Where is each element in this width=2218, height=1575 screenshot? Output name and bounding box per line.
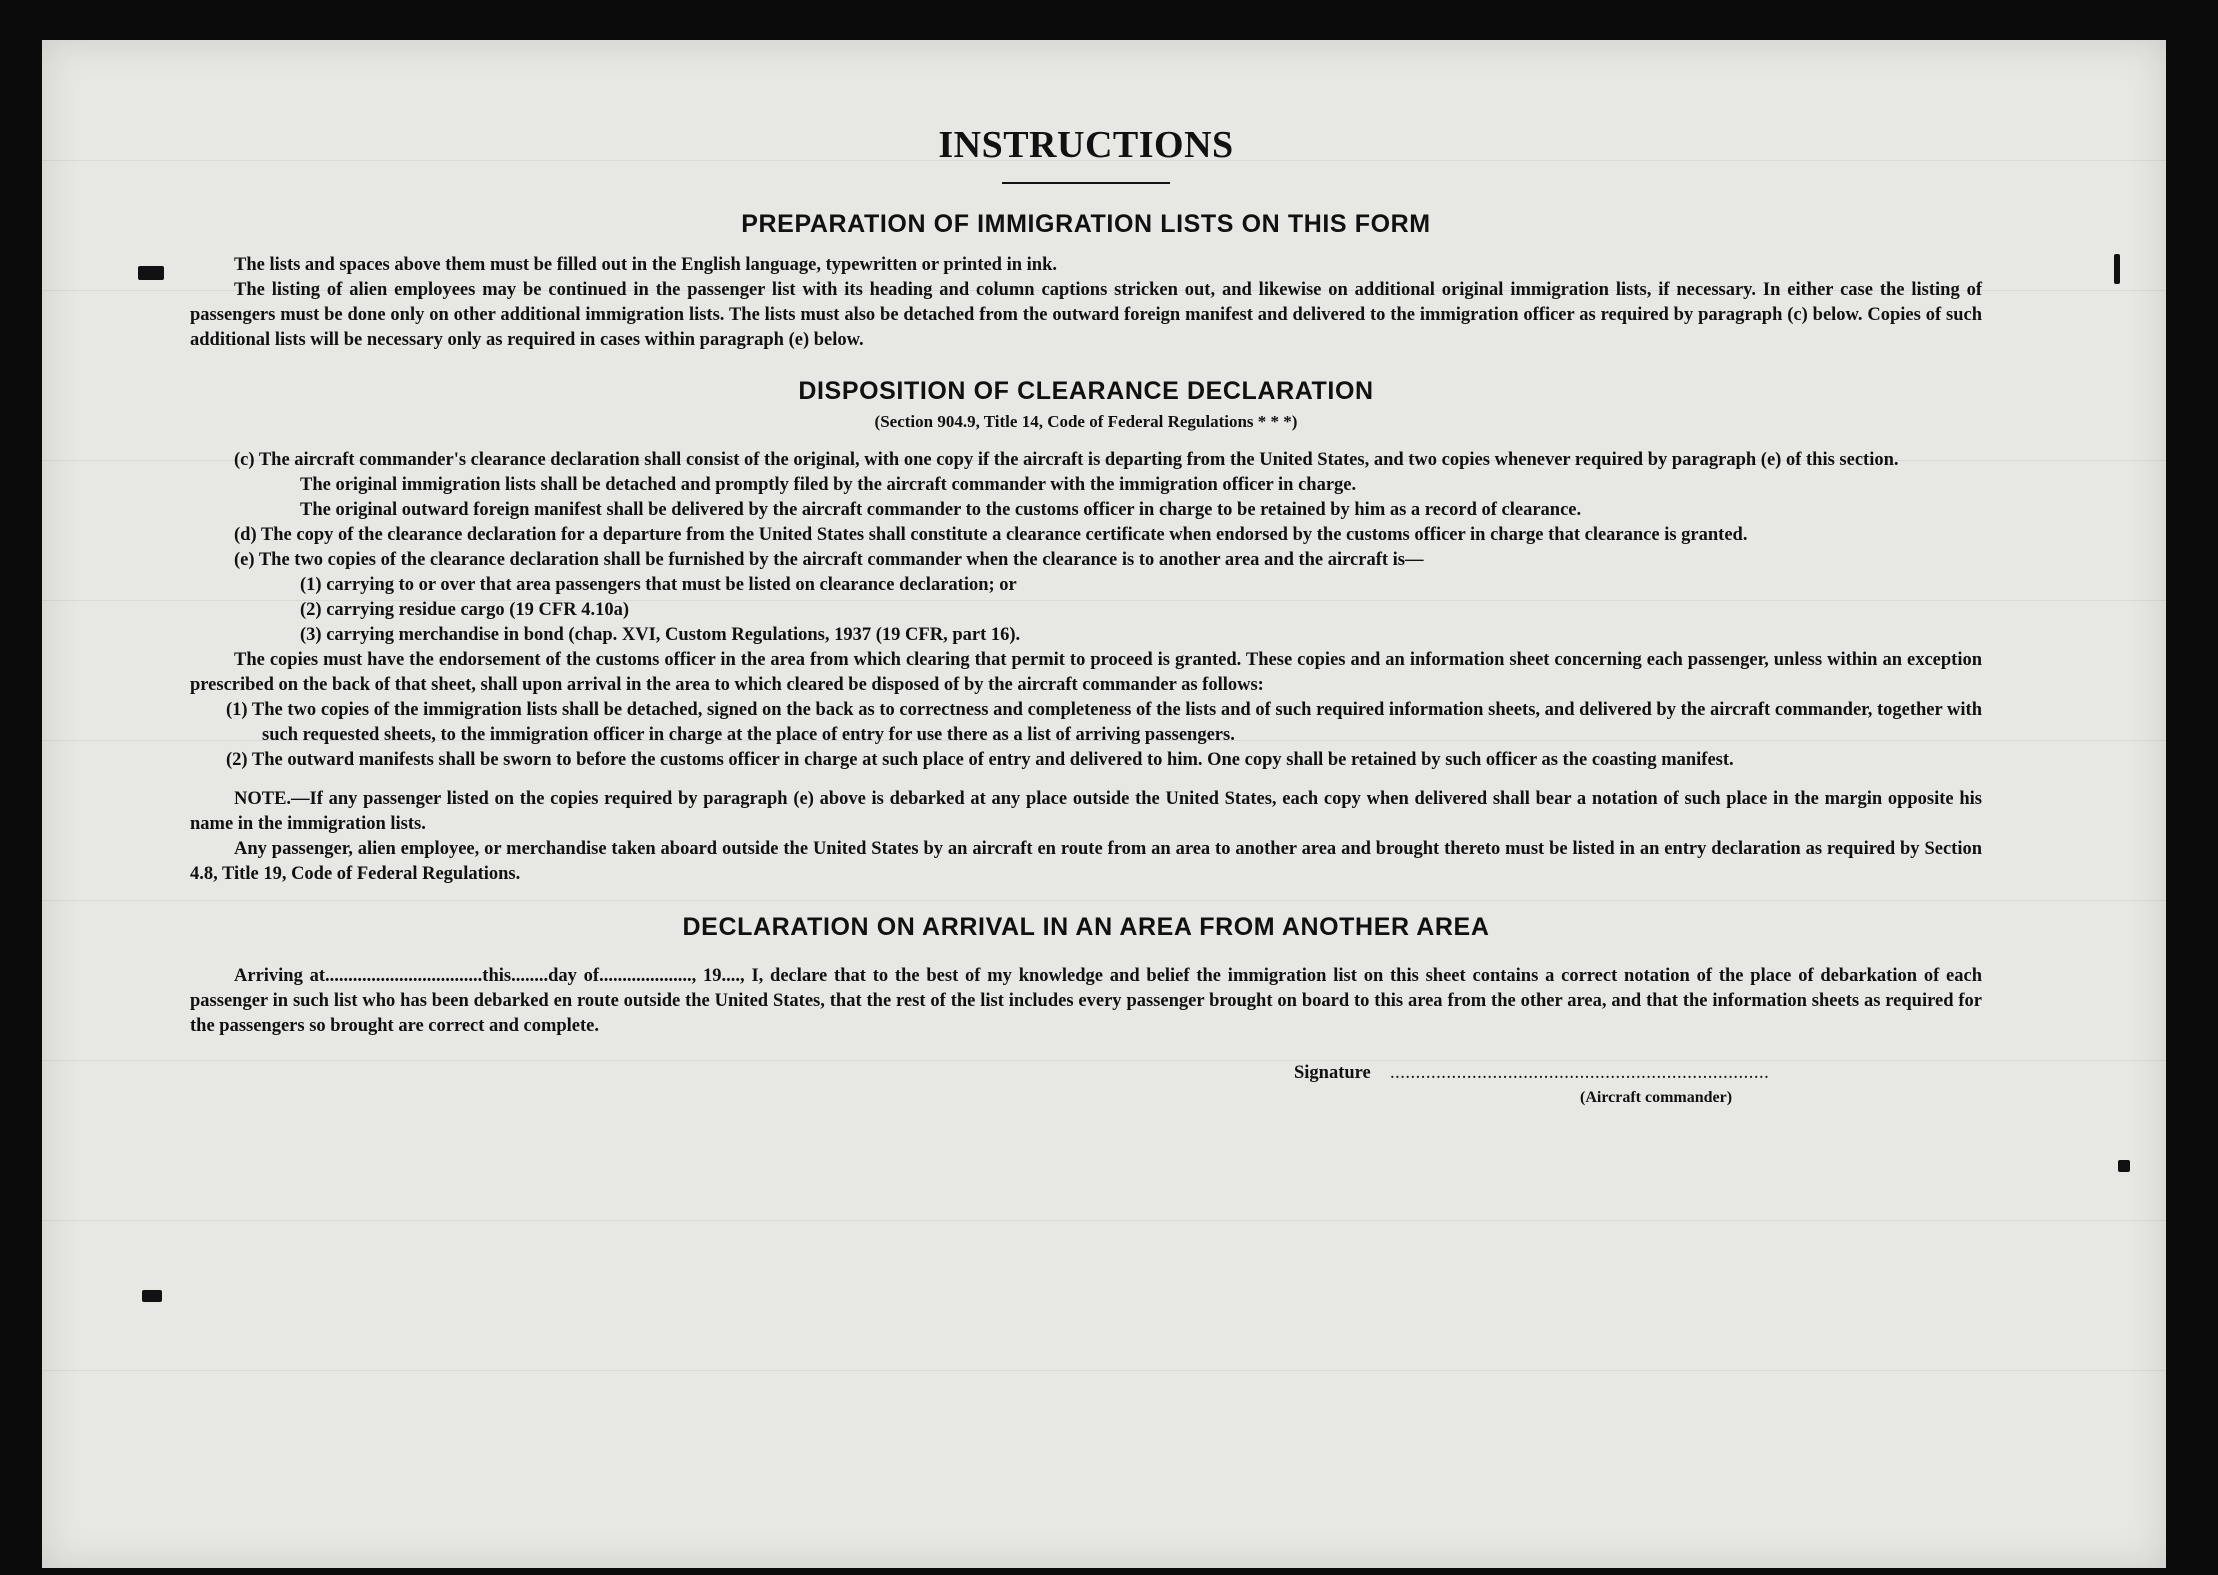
paragraph-e3: (3) carrying merchandise in bond (chap. XVI, Custom Regulations, 1937 (19 CFR, part 16). <box>300 625 1021 645</box>
margin-mark <box>138 266 164 280</box>
paragraph-d: (d) The copy of the clearance declaration for a departure from the United States shall constitute a clearance certificate when endorsed by the customs officer in charge that clearance is granted. <box>234 525 1748 545</box>
margin-mark <box>2114 254 2120 284</box>
paragraph: The lists and spaces above them must be filled out in the English language, typewritten or printed in ink. <box>234 255 1057 275</box>
paragraph-e: (e) The two copies of the clearance declaration shall be furnished by the aircraft commander when the clearance is to another area and the aircraft is— <box>234 550 1424 570</box>
instructions-content <box>190 72 1982 1123</box>
paragraph-e2: (2) carrying residue cargo (19 CFR 4.10a) <box>300 600 629 620</box>
page-title: INSTRUCTIONS <box>938 124 1234 166</box>
declaration-text: Arriving at..................................this........day of...................., 19...., I, declare that to the best of my knowledge and belief the immigration list on this sheet contains a correct notation of the place of debarkation of each passenger in such list who has been debarked en route outside the United States, that the rest of the list includes every passenger brought on board to this area from the other area, and that the information sheets as required for the passengers so brought are correct and complete. <box>190 966 1982 1036</box>
paragraph-e1: (1) carrying to or over that area passengers that must be listed on clearance declaration; or <box>300 575 1017 595</box>
section-heading-disposition: DISPOSITION OF CLEARANCE DECLARATION <box>798 377 1374 405</box>
margin-mark <box>142 1290 162 1302</box>
signature-line[interactable]: .......................................................................... <box>1390 1063 1770 1083</box>
paragraph-note: NOTE.—If any passenger listed on the copies required by paragraph (e) above is debarked at any place outside the United States, each copy when delivered shall bear a notation of such place in the margin opposite his name in the immigration lists. <box>190 789 1982 834</box>
paragraph-c: (c) The aircraft commander's clearance declaration shall consist of the original, with one copy if the aircraft is departing from the United States, and two copies whenever required by paragraph (e) of this section. <box>234 450 1899 470</box>
signature-block <box>190 1063 1982 1123</box>
section-subheading: (Section 904.9, Title 14, Code of Federal Regulations * * *) <box>874 412 1298 431</box>
margin-mark <box>2118 1160 2130 1172</box>
signature-label: Signature <box>1294 1063 1371 1083</box>
paragraph-c2: The original outward foreign manifest shall be delivered by the aircraft commander to the customs officer in charge to be retained by him as a record of clearance. <box>300 500 1582 520</box>
signature-caption: (Aircraft commander) <box>1580 1089 1733 1106</box>
paragraph-f1: (1) The two copies of the immigration lists shall be detached, signed on the back as to correctness and completeness of the lists and of such required information sheets, and delivered by the aircraft commander, together with such requested sheets, to the immigration officer in charge at the place of entry for use there as a list of arriving passengers. <box>226 700 1982 745</box>
paragraph-c1: The original immigration lists shall be detached and promptly filed by the aircraft commander with the immigration officer in charge. <box>300 475 1357 495</box>
paragraph: The listing of alien employees may be continued in the passenger list with its heading and column captions stricken out, and likewise on additional original immigration lists, if necessary. In either case the listing of passengers must be done only on other additional immigration lists. The lists must also be detached from the outward foreign manifest and delivered to the immigration officer as required by paragraph (c) below. Copies of such additional lists will be necessary only as required in cases within paragraph (e) below. <box>190 280 1982 350</box>
paragraph-any: Any passenger, alien employee, or merchandise taken aboard outside the United States by an aircraft en route from an area to another area and brought thereto must be listed in an entry declaration as required by Section 4.8, Title 19, Code of Federal Regulations. <box>190 839 1982 884</box>
section-heading-preparation: PREPARATION OF IMMIGRATION LISTS ON THIS FORM <box>741 210 1431 238</box>
paragraph-copies: The copies must have the endorsement of the customs officer in the area from which clearing that permit to proceed is granted. These copies and an information sheet concerning each passenger, unless within an exception prescribed on the back of that sheet, shall upon arrival in the area to which cleared be disposed of by the aircraft commander as follows: <box>190 650 1982 695</box>
section-heading-declaration: DECLARATION ON ARRIVAL IN AN AREA FROM ANOTHER AREA <box>682 913 1490 941</box>
paragraph-f2: (2) The outward manifests shall be sworn to before the customs officer in charge at such place of entry and delivered to him. One copy shall be retained by such officer as the coasting manifest. <box>226 750 1734 770</box>
